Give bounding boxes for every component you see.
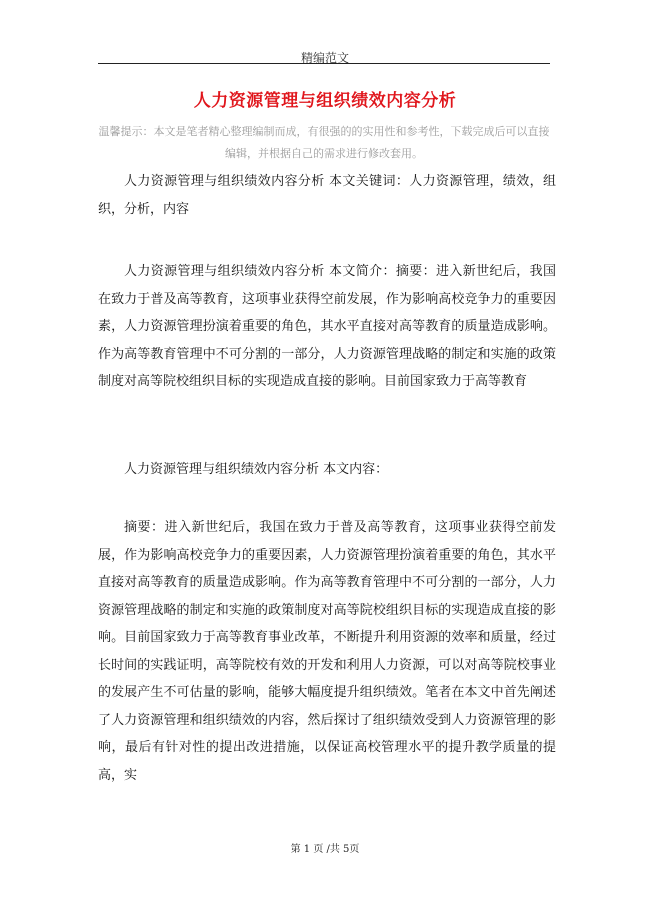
document-title: 人力资源管理与组织绩效内容分析 bbox=[193, 91, 457, 111]
summary-paragraph bbox=[98, 258, 556, 396]
header-divider bbox=[98, 63, 550, 64]
keywords-paragraph bbox=[98, 168, 556, 223]
paragraph: 人力资源管理与组织绩效内容分析 本文关键词：人力资源管理，绩效，组织，分析，内容 bbox=[98, 174, 556, 217]
abstract-paragraph bbox=[98, 514, 556, 789]
paragraph: 人力资源管理与组织绩效内容分析 本文内容： bbox=[124, 462, 389, 477]
paragraph: 人力资源管理与组织绩效内容分析 本文简介：摘要：进入新世纪后，我国在致力于普及高等教育，这项事业获得空前发展，作为影响高校竞争力的重要因素，人力资源管理扮演着重要的角色，其水平直接对高等教育的质量造成影响。作为高等教育管理中不可分割的一部分，人力资源管理战略的制定和实施的政策制度对高等院校组织目标的实现造成直接的影响。目前国家致力于高等教育 bbox=[98, 264, 556, 389]
paragraph: 摘要：进入新世纪后，我国在致力于普及高等教育，这项事业获得空前发展，作为影响高校竞争力的重要因素，人力资源管理扮演着重要的角色，其水平直接对高等教育的质量造成影响。作为高等教育管理中不可分割的一部分，人力资源管理战略的制定和实施的政策制度对高等院校组织目标的实现造成直接的影响。目前国家致力于高等教育事业改革，不断提升利用资源的效率和质量，经过长时间的实践证明，高等院校有效的开发和利用人力资源，可以对高等院校事业的发展产生不可估量的影响，能够大幅度提升组织绩效。笔者在本文中首先阐述了人力资源管理和组织绩效的内容，然后探讨了组织绩效受到人力资源管理的影响，最后有针对性的提出改进措施，以保证高校管理水平的提升教学质量的提高，实 bbox=[98, 520, 556, 783]
content-heading-paragraph bbox=[98, 456, 556, 484]
notice-text: 温馨提示：本文是笔者精心整理编制而成，有很强的的实用性和参考性，下载完成后可以直接编辑，并根据自己的需求进行修改套用。 bbox=[98, 125, 550, 160]
page-header: 精编范文 bbox=[300, 51, 349, 65]
page-footer: 第 1 页 /共 5页 bbox=[290, 844, 360, 855]
